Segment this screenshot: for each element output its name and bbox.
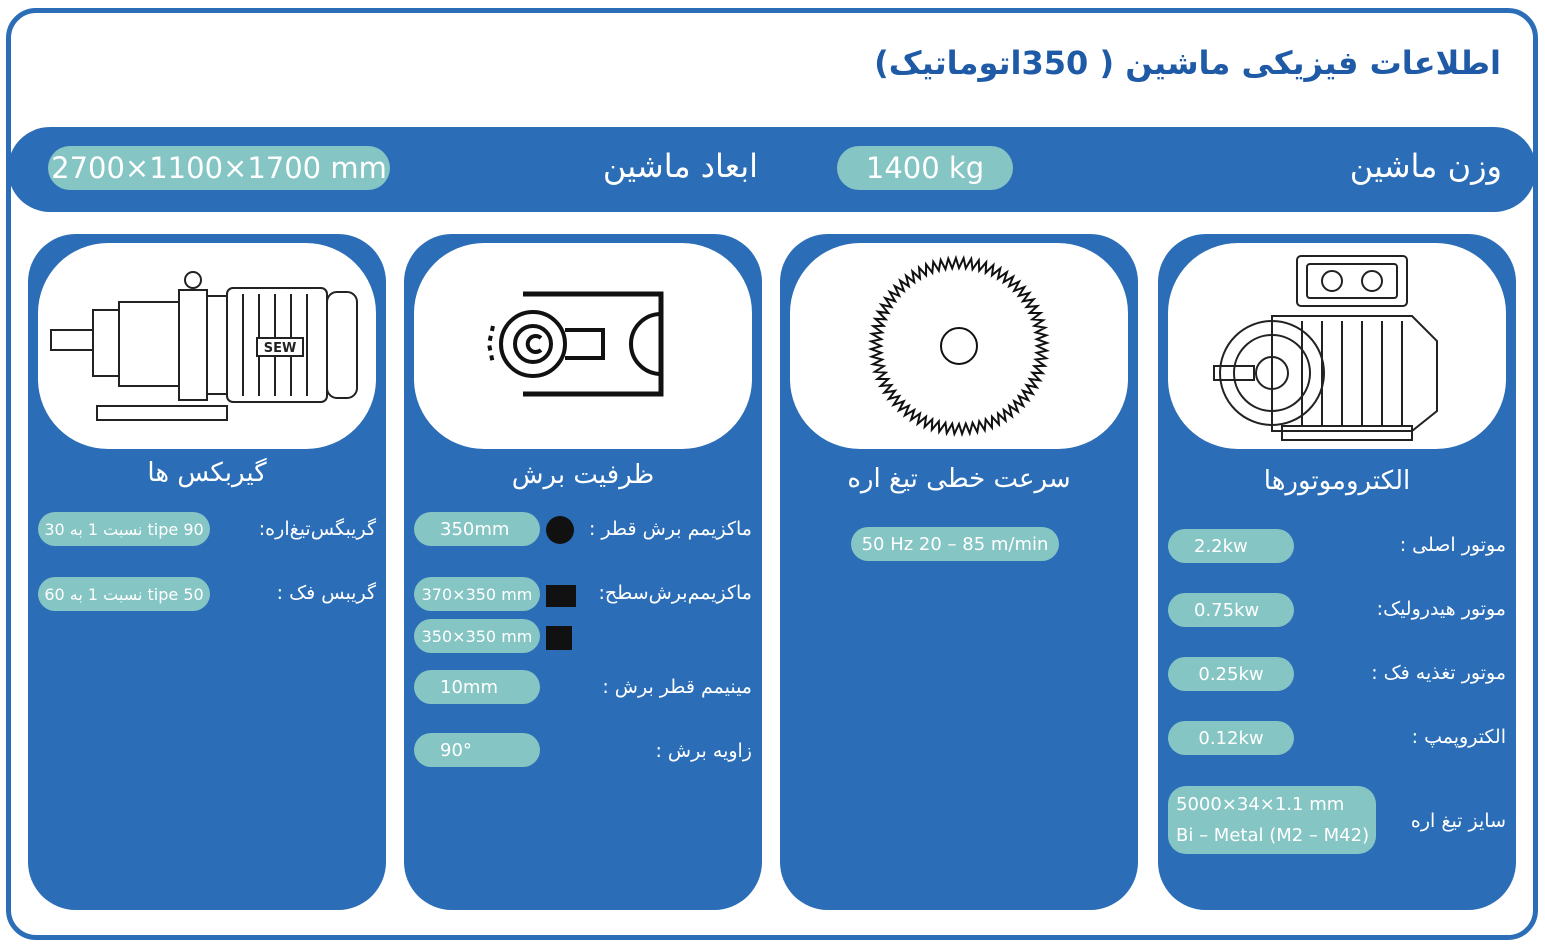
main-motor-value: 2.2kw	[1168, 529, 1294, 563]
dimensions-label: ابعاد ماشین	[602, 147, 758, 185]
max-diameter-value: 350mm	[414, 512, 540, 546]
card-cutting-capacity	[404, 234, 762, 910]
cut-angle-label: زاویه برش :	[655, 740, 752, 762]
gearbox-icon	[47, 266, 367, 426]
feed-motor-label: موتور تغذیه فک :	[1371, 662, 1506, 684]
round-stock-icon	[546, 516, 574, 544]
page-title: اطلاعات فیزیکی ماشین ( 350اتوماتیک)	[874, 44, 1501, 82]
feed-motor-value: 0.25kw	[1168, 657, 1294, 691]
blade-size-line-2: Bi – Metal (M2 – M42)	[1176, 825, 1370, 846]
rectangular-stock-icon	[546, 585, 576, 607]
cutting-capacity-title: ظرفیت برش	[511, 460, 655, 490]
hydraulic-motor-label: موتور هیدرولیک:	[1376, 598, 1506, 620]
gearboxes-title: گیربکس ها	[147, 458, 267, 488]
electropump-value: 0.12kw	[1168, 721, 1294, 755]
blade-speed-title: سرعت خطی تیغ اره	[847, 464, 1071, 494]
blade-size-line-1: 5000×34×1.1 mm	[1176, 794, 1345, 815]
card-blade-speed	[780, 234, 1138, 910]
electric-motor-icon	[1212, 246, 1462, 446]
cut-angle-value: 90°	[414, 733, 540, 767]
min-diameter-value: 10mm	[414, 670, 540, 704]
card-electromotors	[1158, 234, 1516, 910]
card-gearboxes	[28, 234, 386, 910]
weight-label: وزن ماشین	[1349, 147, 1502, 185]
blade-speed-value: 50 Hz 20 – 85 m/min	[851, 527, 1059, 561]
vise-gearbox-label: گریبس فک :	[276, 582, 376, 604]
saw-blade-icon	[864, 251, 1054, 441]
blade-size-label: سایز تیغ اره	[1410, 810, 1506, 832]
min-diameter-label: مینیمم قطر برش :	[602, 676, 752, 698]
weight-value: 1400 kg	[837, 146, 1013, 190]
electric-motor-image	[1168, 243, 1506, 449]
cutting-capacity-image	[414, 243, 752, 449]
blade-gearbox-label: گریبگس‌تیغ‌اره:	[258, 518, 376, 540]
summary-bar	[8, 127, 1536, 212]
sew-logo-text: SEW	[263, 341, 297, 356]
max-section-rect-value: 370×350 mm	[414, 577, 540, 611]
blade-size-value	[1168, 786, 1376, 854]
cutting-capacity-icon	[483, 286, 683, 406]
max-diameter-label: ماکزیمم برش قطر :	[588, 518, 752, 540]
electromotors-title: الکتروموتورها	[1263, 466, 1411, 496]
max-section-square-value: 350×350 mm	[414, 619, 540, 653]
main-motor-label: موتور اصلی :	[1399, 534, 1506, 556]
max-section-label: ماکزیمم‌برش‌سطح:	[598, 582, 752, 604]
saw-blade-image	[790, 243, 1128, 449]
hydraulic-motor-value: 0.75kw	[1168, 593, 1294, 627]
square-stock-icon	[546, 626, 572, 650]
dimensions-value: 2700×1100×1700 mm	[48, 146, 390, 190]
gearbox-image	[38, 243, 376, 449]
blade-gearbox-value: tipe 90 نسبت 1 به 30	[38, 512, 210, 546]
electropump-label: الکتروپمپ :	[1411, 726, 1506, 748]
vise-gearbox-value: tipe 50 نسبت 1 به 60	[38, 577, 210, 611]
